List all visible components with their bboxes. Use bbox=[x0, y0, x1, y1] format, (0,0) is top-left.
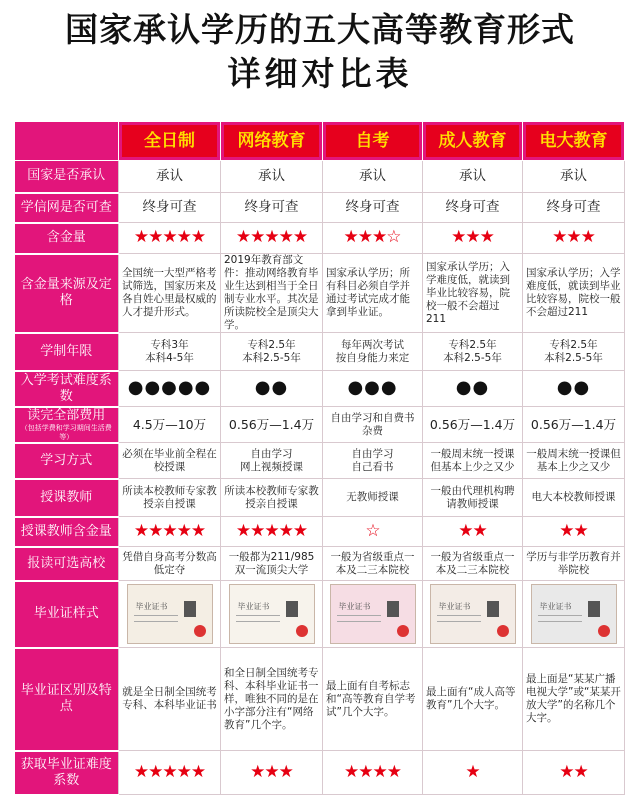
table-cell: 无教师授课 bbox=[323, 479, 423, 517]
table-row bbox=[15, 648, 625, 751]
header-row bbox=[15, 122, 625, 161]
table-cell: 0.56万—1.4万 bbox=[221, 407, 323, 443]
title-line-1: 国家承认学历的五大高等教育形式 bbox=[65, 10, 575, 49]
table-cell: 每年两次考试 按自身能力来定 bbox=[323, 333, 423, 371]
difficulty-dots: ●● bbox=[254, 377, 289, 398]
row-label: 毕业证区别及特点 bbox=[15, 648, 119, 751]
table-cell: 最上面是“某某广播电视大学”或“某某开放大学”的名称几个大字。 bbox=[523, 648, 625, 751]
star-rating: ★★ bbox=[559, 520, 588, 541]
column-header: 网络教育 bbox=[224, 125, 319, 157]
table-cell: 所读本校教师专家教授亲自授课 bbox=[221, 479, 323, 517]
table-cell: 最上面有自考标志和“高等教育自学考试”几个大字。 bbox=[323, 648, 423, 751]
row-label: 学制年限 bbox=[15, 333, 119, 371]
comparison-table bbox=[14, 121, 625, 796]
column-header: 全日制 bbox=[122, 125, 217, 157]
table-cell: 专科2.5年 本科2.5-5年 bbox=[221, 333, 323, 371]
certificate-image: 毕业证书 bbox=[330, 584, 416, 644]
table-row bbox=[15, 161, 625, 193]
row-label: 毕业证样式 bbox=[15, 581, 119, 648]
difficulty-dots: ●● bbox=[556, 377, 591, 398]
star-rating: ★★★★ bbox=[344, 761, 401, 782]
difficulty-dots: ●● bbox=[455, 377, 490, 398]
table-cell: 一般为省级重点一本及二三本院校 bbox=[323, 547, 423, 581]
page-title bbox=[0, 8, 640, 96]
star-rating: ★ bbox=[465, 761, 480, 782]
table-cell: 专科2.5年 本科2.5-5年 bbox=[523, 333, 625, 371]
table-cell: 就是全日制全国统考专科、本科毕业证书 bbox=[119, 648, 221, 751]
table-cell: 国家承认学历；入学难度低，就读到毕业比较容易，院校一般不会超过211 bbox=[423, 254, 523, 333]
header-corner bbox=[15, 122, 119, 161]
table-row bbox=[15, 751, 625, 795]
table-cell: 必须在毕业前全程在校授课 bbox=[119, 443, 221, 479]
table-row bbox=[15, 517, 625, 547]
star-rating: ★★★★★ bbox=[133, 761, 206, 782]
table-cell: 一般为省级重点一本及二三本院校 bbox=[423, 547, 523, 581]
row-label: 授课教师含金量 bbox=[15, 517, 119, 547]
table-row bbox=[15, 333, 625, 371]
table-cell: 承认 bbox=[323, 161, 423, 193]
table-row bbox=[15, 581, 625, 648]
table-cell: 国家承认学历；所有科目必须自学并通过考试完成才能拿到毕业证。 bbox=[323, 254, 423, 333]
table-row bbox=[15, 443, 625, 479]
table-cell: 自由学习 自己看书 bbox=[323, 443, 423, 479]
table-cell: 终身可查 bbox=[423, 193, 523, 223]
star-rating: ★★★ bbox=[451, 227, 494, 247]
star-rating: ★★★ bbox=[552, 227, 595, 247]
row-sublabel: （包括学费和学习期间生活费等） bbox=[20, 423, 112, 441]
table-cell: 终身可查 bbox=[221, 193, 323, 223]
star-rating: ★★★★★ bbox=[133, 520, 206, 541]
table-cell: 凭借自身高考分数高低定夺 bbox=[119, 547, 221, 581]
table-row bbox=[15, 193, 625, 223]
table-cell: 终身可查 bbox=[323, 193, 423, 223]
table-cell: 承认 bbox=[523, 161, 625, 193]
row-label: 报读可选高校 bbox=[15, 547, 119, 581]
row-label: 读完全部费用 bbox=[27, 407, 106, 423]
table-cell: 终身可查 bbox=[119, 193, 221, 223]
table-row bbox=[15, 479, 625, 517]
table-cell: 全国统一大型严格考试筛选，国家历来及各自姓心里最权威的人才提升形式。 bbox=[119, 254, 221, 333]
table-row bbox=[15, 371, 625, 407]
half-star-icon: ☆ bbox=[386, 227, 402, 247]
row-label-cell bbox=[15, 407, 119, 443]
star-rating: ☆ bbox=[365, 520, 380, 541]
table-cell: 承认 bbox=[423, 161, 523, 193]
column-header: 成人教育 bbox=[426, 125, 519, 157]
row-label: 学信网是否可查 bbox=[15, 193, 119, 223]
table-cell: 和全日制全国统考专科、本科毕业证书一样，唯独不同的是在小字部分注有“网络教育”几个字。 bbox=[221, 648, 323, 751]
table-cell: 终身可查 bbox=[523, 193, 625, 223]
table-cell: 承认 bbox=[221, 161, 323, 193]
row-label: 国家是否承认 bbox=[15, 161, 119, 193]
table-cell: 一般周末统一授课但基本上少之又少 bbox=[523, 443, 625, 479]
table-cell: 学历与非学历教育并举院校 bbox=[523, 547, 625, 581]
table-cell: 2019年教育部文件：推动网络教育毕业生达到相当于全日制专业水平。其次是所读院校全是顶尖大学。 bbox=[221, 254, 323, 333]
table-cell: 自由学习 网上视频授课 bbox=[221, 443, 323, 479]
table-cell: 0.56万—1.4万 bbox=[523, 407, 625, 443]
star-rating: ★★★★★ bbox=[133, 227, 206, 247]
table-cell: 承认 bbox=[119, 161, 221, 193]
table-row bbox=[15, 407, 625, 443]
table-cell: 一般都为211/985双一流顶尖大学 bbox=[221, 547, 323, 581]
table-cell: 专科2.5年 本科2.5-5年 bbox=[423, 333, 523, 371]
table-cell: 专科3年 本科4-5年 bbox=[119, 333, 221, 371]
table-cell: 所读本校教师专家教授亲自授课 bbox=[119, 479, 221, 517]
certificate-image: 毕业证书 bbox=[127, 584, 213, 644]
difficulty-dots: ●●●●● bbox=[127, 377, 212, 398]
table-cell: 0.56万—1.4万 bbox=[423, 407, 523, 443]
row-label: 含金量 bbox=[15, 223, 119, 254]
star-rating: ★★★ bbox=[250, 761, 293, 782]
row-label: 含金量来源及定格 bbox=[15, 254, 119, 333]
column-header: 电大教育 bbox=[526, 125, 621, 157]
certificate-image: 毕业证书 bbox=[229, 584, 315, 644]
table-cell: 最上面有“成人高等教育”几个大字。 bbox=[423, 648, 523, 751]
star-rating: ★★★ bbox=[343, 227, 387, 247]
table-cell: 一般周末统一授课但基本上少之又少 bbox=[423, 443, 523, 479]
table-row bbox=[15, 223, 625, 254]
row-label: 入学考试难度系数 bbox=[15, 371, 119, 407]
certificate-image: 毕业证书 bbox=[531, 584, 617, 644]
table-cell: 电大本校教师授课 bbox=[523, 479, 625, 517]
table-cell: 自由学习和自费书杂费 bbox=[323, 407, 423, 443]
table-cell: 一般由代理机构聘请教师授课 bbox=[423, 479, 523, 517]
star-rating: ★★ bbox=[458, 520, 487, 541]
certificate-image: 毕业证书 bbox=[430, 584, 516, 644]
table-row bbox=[15, 547, 625, 581]
table-cell: 4.5万—10万 bbox=[119, 407, 221, 443]
table-row bbox=[15, 254, 625, 333]
row-label: 获取毕业证难度系数 bbox=[15, 751, 119, 795]
star-rating: ★★★★★ bbox=[235, 227, 308, 247]
difficulty-dots: ●●● bbox=[347, 377, 398, 398]
row-label: 学习方式 bbox=[15, 443, 119, 479]
star-rating: ★★★★★ bbox=[235, 520, 308, 541]
table-cell: 国家承认学历；入学难度低，就读到毕业比较容易，院校一般不会超过211 bbox=[523, 254, 625, 333]
title-line-2: 详细对比表 bbox=[227, 54, 413, 93]
row-label: 授课教师 bbox=[15, 479, 119, 517]
column-header: 自考 bbox=[326, 125, 419, 157]
star-rating: ★★ bbox=[559, 761, 588, 782]
